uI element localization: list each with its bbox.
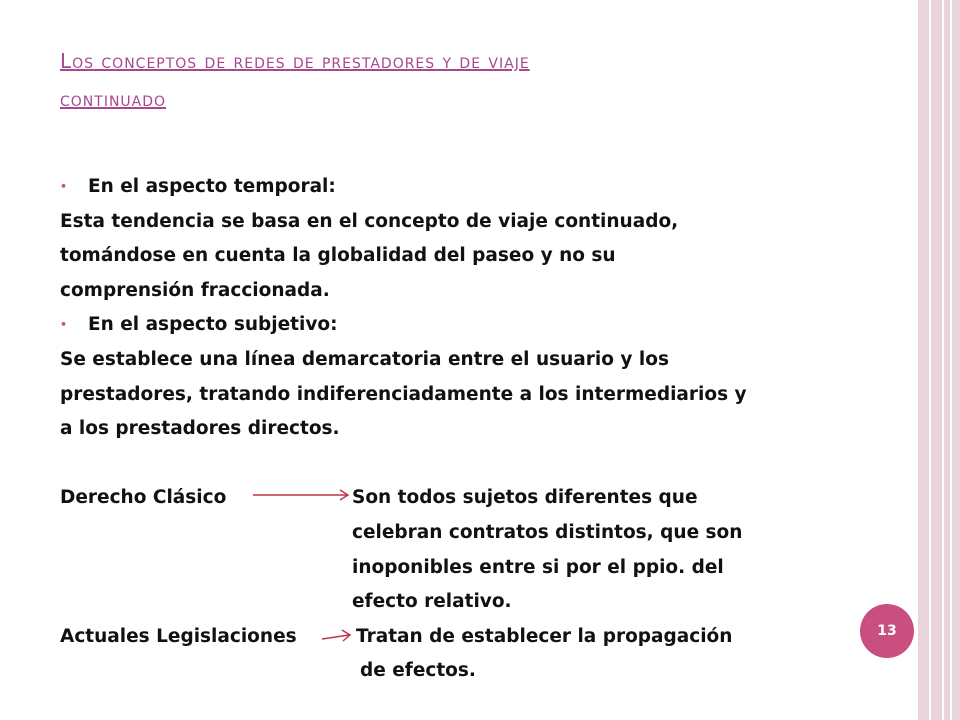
bullet-item [60, 308, 850, 343]
comparison-row [60, 516, 850, 551]
bullet-text: En el aspecto temporal: [88, 176, 336, 197]
blank-line [60, 447, 850, 482]
slide-body [60, 170, 850, 689]
arrow-right-icon [253, 481, 355, 515]
comparison-description: celebran contratos distintos, que son [352, 521, 743, 543]
comparison-row [60, 551, 850, 586]
paragraph-line: prestadores, tratando indiferenciadamente a los intermediarios y [60, 383, 747, 405]
comparison-row [60, 481, 850, 516]
paragraph-line: comprensión fraccionada. [60, 279, 330, 301]
comparison-row [60, 620, 850, 655]
arrow-right-icon [322, 620, 356, 654]
comparison-term: Actuales Legislaciones [60, 625, 297, 647]
comparison-description: Tratan de establecer la propagación [356, 625, 733, 647]
comparison-description: efecto relativo. [352, 591, 512, 613]
right-border-line [942, 0, 944, 720]
slide-title-line1: Los conceptos de redes de prestadores y de viaje [60, 49, 530, 73]
bullet-dot-icon: • [60, 318, 68, 332]
comparison-description: de efectos. [360, 660, 476, 682]
paragraph-line: Se establece una línea demarcatoria entre el usuario y los [60, 348, 669, 370]
paragraph-line: tomándose en cuenta la globalidad del paseo y no su [60, 245, 616, 267]
bullet-item [60, 170, 850, 205]
right-border-line [929, 0, 931, 720]
right-border-line [950, 0, 952, 720]
comparison-term: Derecho Clásico [60, 487, 227, 509]
slide-title [60, 42, 760, 118]
comparison-description: inoponibles entre si por el ppio. del [352, 556, 724, 578]
comparison-row [60, 585, 850, 620]
right-border-band [918, 0, 960, 720]
bullet-text: En el aspecto subjetivo: [88, 314, 338, 336]
page-number-badge: 13 [860, 604, 914, 658]
slide-title-line2: continuado [60, 87, 167, 111]
paragraph-line: a los prestadores directos. [60, 418, 340, 440]
paragraph-line: Esta tendencia se basa en el concepto de viaje continuado, [60, 210, 679, 232]
comparison-description: Son todos sujetos diferentes que [352, 487, 698, 509]
comparison-row [60, 654, 850, 689]
bullet-dot-icon: • [60, 180, 68, 193]
